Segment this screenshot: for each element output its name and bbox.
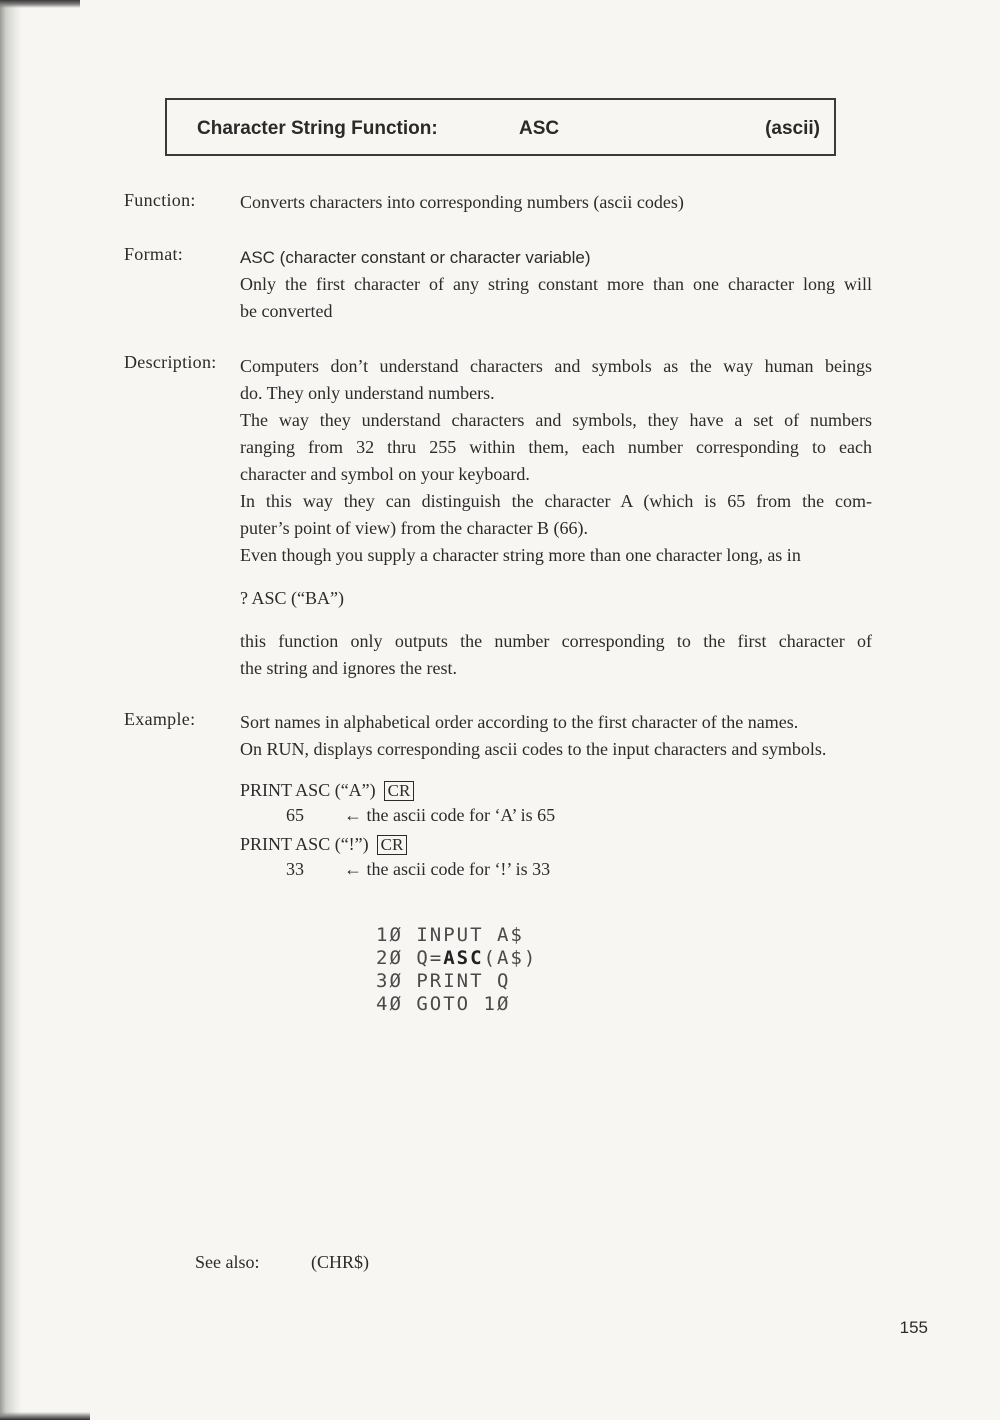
output-value: 33: [286, 859, 304, 879]
see-also-label: See also:: [195, 1252, 260, 1272]
cr-key: CR: [384, 781, 415, 801]
description-line: Computers don’t understand characters and symbols as the way human beings: [240, 356, 872, 376]
command-text: PRINT ASC (“A”): [240, 780, 376, 800]
page-corner-top: [0, 0, 80, 8]
page-spine-shadow: [0, 0, 22, 1420]
command-text: PRINT ASC (“!”): [240, 834, 369, 854]
example-command-1: [240, 777, 414, 804]
function-header-box: [165, 98, 836, 156]
description-line: character and symbol on your keyboard.: [240, 464, 530, 484]
description-example-line: ? ASC (“BA”): [240, 588, 344, 608]
output-value: 65: [286, 805, 304, 825]
page-number: 155: [899, 1318, 928, 1337]
program-line: 1Ø INPUT A$: [376, 924, 524, 946]
description-line: In this way they can distinguish the character A (which is 65 from the com-: [240, 491, 872, 511]
output-note: ← the ascii code for ‘A’ is 65: [344, 805, 556, 825]
output-note: ← the ascii code for ‘!’ is 33: [344, 859, 551, 879]
program-listing: [376, 924, 537, 1016]
header-title: Character String Function:: [197, 118, 438, 139]
function-label: Function:: [124, 190, 196, 210]
function-text: Converts characters into corresponding numbers (ascii codes): [240, 192, 684, 212]
program-function: ASC: [443, 947, 484, 969]
description-line: Even though you supply a character string more than one character long, as in: [240, 545, 801, 565]
header-function-name: ASC: [519, 118, 560, 139]
description-line: ranging from 32 thru 255 within them, each number corresponding to each: [240, 437, 872, 457]
example-line: Sort names in alphabetical order according to the first character of the names.: [240, 712, 799, 732]
description-label: Description:: [124, 352, 217, 372]
format-note-line: be converted: [240, 301, 333, 321]
see-also-reference: (CHR$): [311, 1252, 369, 1272]
description-line: puter’s point of view) from the character B (66).: [240, 518, 589, 538]
program-line-suffix: (A$): [483, 947, 538, 969]
program-line: [376, 947, 537, 969]
description-line: The way they understand characters and symbols, they have a set of numbers: [240, 410, 872, 430]
description-line: do. They only understand numbers.: [240, 383, 495, 403]
program-line: 3Ø PRINT Q: [376, 970, 511, 992]
description-line: the string and ignores the rest.: [240, 658, 457, 678]
cr-key: CR: [377, 835, 408, 855]
program-line: 4Ø GOTO 1Ø: [376, 993, 511, 1015]
format-syntax: ASC (character constant or character variable): [240, 248, 591, 267]
format-note-line: Only the first character of any string constant more than one character long will: [240, 274, 872, 294]
example-command-2: [240, 831, 407, 858]
description-line: this function only outputs the number corresponding to the first character of: [240, 631, 872, 651]
header-alias: (ascii): [765, 118, 820, 139]
page-corner-bottom: [0, 1412, 90, 1420]
format-label: Format:: [124, 244, 184, 264]
program-line-prefix: 2Ø Q=: [376, 947, 444, 969]
example-label: Example:: [124, 709, 196, 729]
example-line: On RUN, displays corresponding ascii codes to the input characters and symbols.: [240, 739, 827, 759]
